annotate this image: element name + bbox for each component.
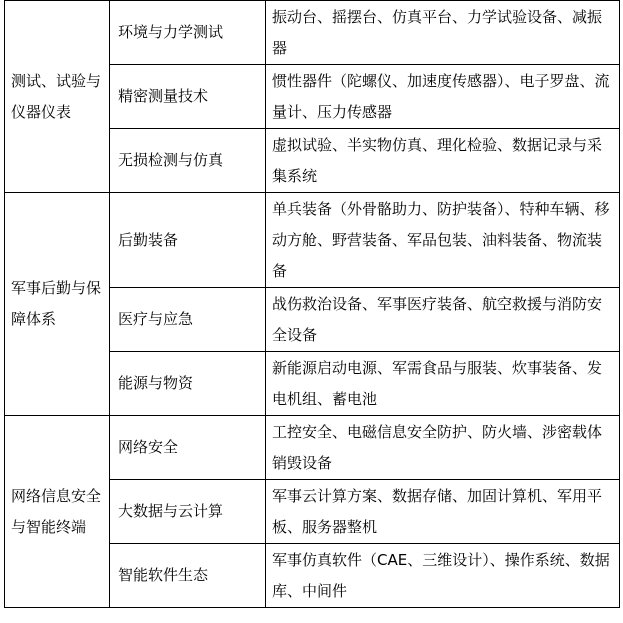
category-cell: 测试、试验与仪器仪表 <box>5 1 110 193</box>
subcategory-cell: 大数据与云计算 <box>110 480 266 544</box>
subcategory-cell: 网络安全 <box>110 416 266 480</box>
table-row <box>5 416 620 480</box>
subcategory-cell: 精密测量技术 <box>110 65 266 129</box>
subcategory-cell: 智能软件生态 <box>110 544 266 608</box>
subcategory-cell: 无损检测与仿真 <box>110 129 266 193</box>
description-cell: 振动台、摇摆台、仿真平台、力学试验设备、减振器 <box>266 1 620 65</box>
category-cell: 军事后勤与保障体系 <box>5 193 110 416</box>
category-table <box>4 0 620 608</box>
subcategory-cell: 能源与物资 <box>110 352 266 416</box>
description-cell: 工控安全、电磁信息安全防护、防火墙、涉密载体销毁设备 <box>266 416 620 480</box>
description-cell: 军事仿真软件（CAE、三维设计）、操作系统、数据库、中间件 <box>266 544 620 608</box>
subcategory-cell: 后勤装备 <box>110 193 266 288</box>
description-cell: 军事云计算方案、数据存储、加固计算机、军用平板、服务器整机 <box>266 480 620 544</box>
table-row <box>5 193 620 288</box>
subcategory-cell: 医疗与应急 <box>110 288 266 352</box>
description-cell: 新能源启动电源、军需食品与服装、炊事装备、发电机组、蓄电池 <box>266 352 620 416</box>
description-cell: 惯性器件（陀螺仪、加速度传感器）、电子罗盘、流量计、压力传感器 <box>266 65 620 129</box>
category-cell: 网络信息安全与智能终端 <box>5 416 110 608</box>
description-cell: 虚拟试验、半实物仿真、理化检验、数据记录与采集系统 <box>266 129 620 193</box>
subcategory-cell: 环境与力学测试 <box>110 1 266 65</box>
table-row <box>5 1 620 65</box>
description-cell: 单兵装备（外骨骼助力、防护装备）、特种车辆、移动方舱、野营装备、军品包装、油料装备、物流装备 <box>266 193 620 288</box>
description-cell: 战伤救治设备、军事医疗装备、航空救援与消防安全设备 <box>266 288 620 352</box>
